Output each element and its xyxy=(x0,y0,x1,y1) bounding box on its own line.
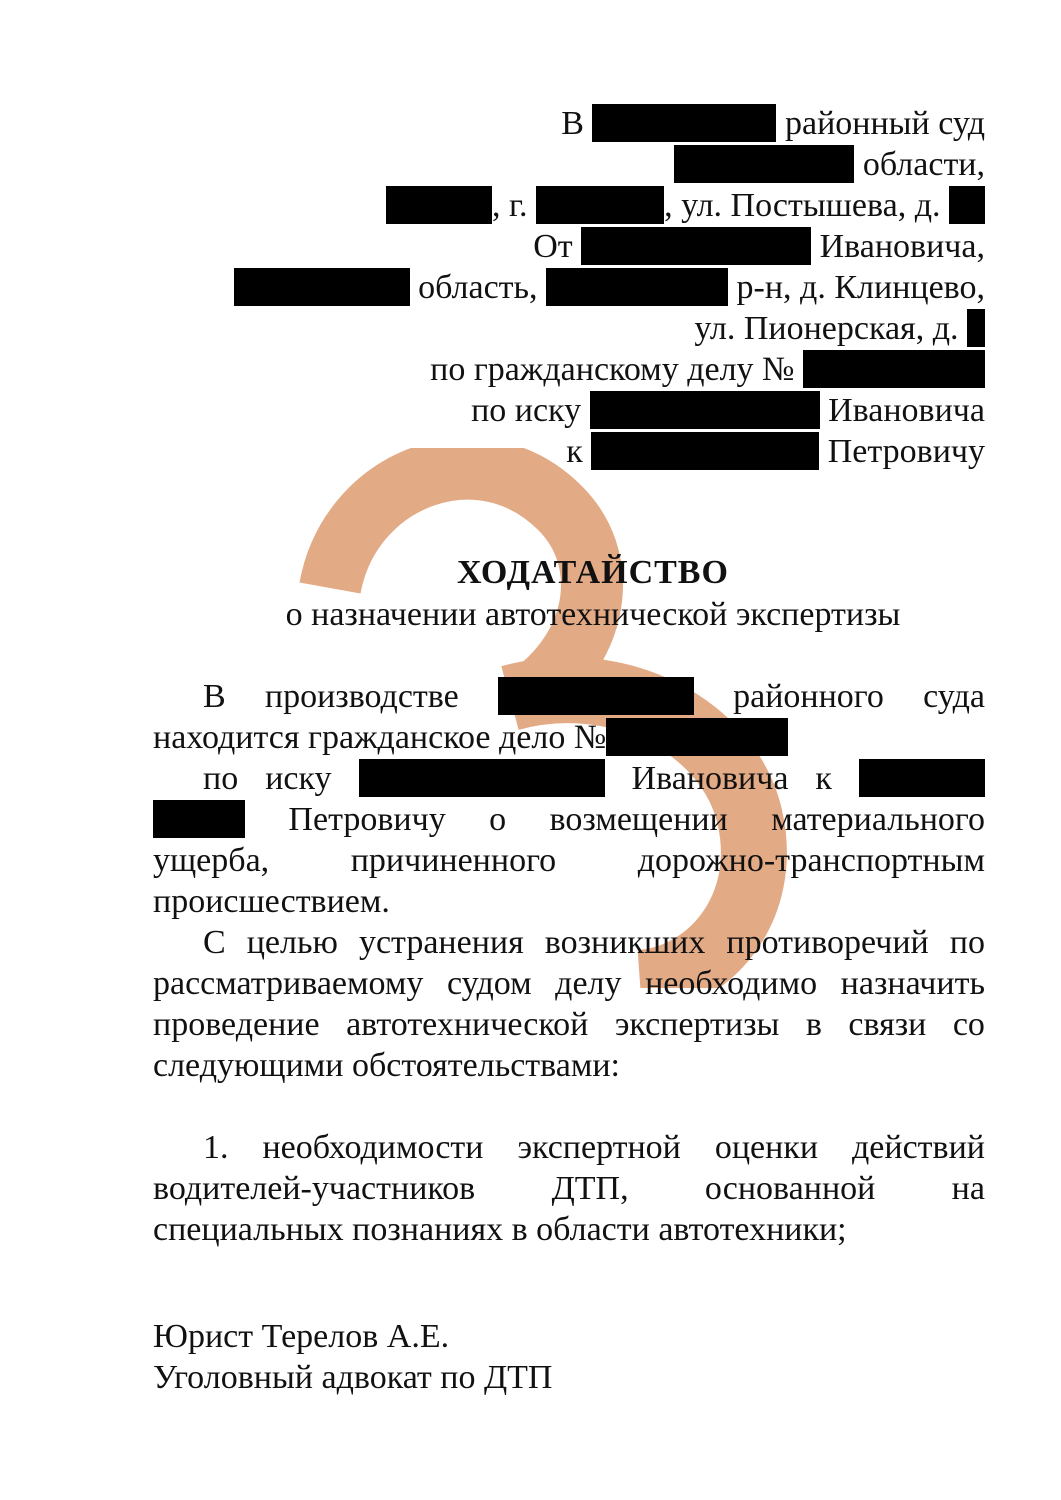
body-line: Петровичу о возмещении материального xyxy=(153,800,985,840)
header-line-region: области, xyxy=(674,145,985,185)
body-line: по иску Ивановича к xyxy=(203,759,985,799)
header-line-court: В районный суд xyxy=(561,105,985,142)
redaction-box xyxy=(803,350,985,388)
header-line-court-address: , г. , ул. Постышева, д. xyxy=(386,186,985,226)
body-line: рассматриваемому судом делу необходимо назначить xyxy=(153,965,985,1002)
redaction-box xyxy=(153,800,245,838)
header-line-applicant-address: область, р-н, д. Клинцево, xyxy=(234,268,985,308)
body-line: С целью устранения возникших противоречий по xyxy=(203,924,985,961)
body-line: следующими обстоятельствами: xyxy=(153,1047,621,1084)
header-line-defendant: к Петровичу xyxy=(566,433,985,470)
redaction-box xyxy=(498,677,694,715)
body-line: находится гражданское дело № xyxy=(153,718,788,758)
redaction-box xyxy=(386,186,492,224)
body-line: происшествием. xyxy=(153,883,390,920)
header-line-claim: по иску Ивановича xyxy=(471,392,985,429)
redaction-box xyxy=(967,309,985,347)
document-subtitle: о назначении автотехнической экспертизы xyxy=(285,596,901,633)
list-item-line: 1. необходимости экспертной оценки действий xyxy=(203,1129,985,1166)
body-line: В производстве районного суда xyxy=(203,678,985,715)
redaction-box xyxy=(590,391,820,429)
redaction-box xyxy=(592,104,776,142)
document-title: ХОДАТАЙСТВО xyxy=(457,554,729,591)
signature-name: Юрист Терелов А.Е. xyxy=(153,1318,450,1355)
redaction-box xyxy=(949,186,985,224)
body-line: ущерба, причиненного дорожно-транспортным xyxy=(153,842,985,879)
redaction-box xyxy=(859,759,985,797)
redaction-box xyxy=(674,145,854,183)
header-line-case-number: по гражданскому делу № xyxy=(430,350,985,390)
redaction-box xyxy=(591,432,819,470)
redaction-box xyxy=(234,268,410,306)
redaction-box xyxy=(359,759,605,797)
header-line-from: От Ивановича, xyxy=(533,228,985,265)
list-item-line: водителей-участников ДТП, основанной на xyxy=(153,1170,985,1207)
redaction-box xyxy=(536,186,664,224)
redaction-box xyxy=(581,227,811,265)
list-item-line: специальных познаниях в области автотехники; xyxy=(153,1211,847,1248)
redaction-box xyxy=(546,268,728,306)
redaction-box xyxy=(606,718,788,756)
body-line: проведение автотехнической экспертизы в связи со xyxy=(153,1006,985,1043)
signature-title: Уголовный адвокат по ДТП xyxy=(153,1359,553,1396)
header-line-street: ул. Пионерская, д. xyxy=(694,309,985,349)
